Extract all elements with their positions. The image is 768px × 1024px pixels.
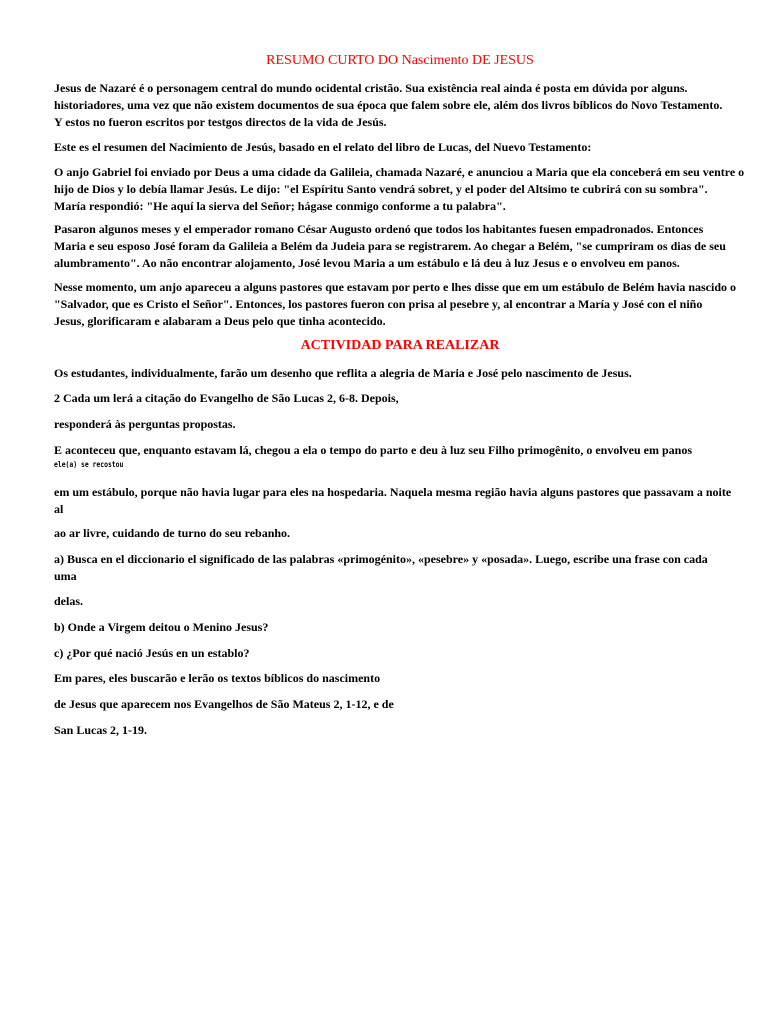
title-part-3: DE JESUS <box>468 53 534 68</box>
activity-heading: ACTIVIDAD PARA REALIZAR <box>300 338 500 353</box>
page-title <box>0 53 768 69</box>
activity-quote-note: ele(a) se recostou <box>54 460 124 469</box>
question-c: c) ¿Por qué nació Jesús en un establo? <box>54 646 250 660</box>
paragraph-summary-intro: Este es el resumen del Nacimiento de Jesús, basado en el relato del libro de Lucas, del Nuevo Testamento: <box>54 140 592 154</box>
paragraph-shepherds: Nesse momento, um anjo apareceu a alguns pastores que estavam por perto e lhes disse que em um estábulo de Belém havia nascido o "Salvador, que es Cristo el Señor". Entonces, los pastores fueron con prisa al pesebre y, al encontrar a María y José con el niño Jesus, glorificaram e alabaram a Deus pelo que tinha acontecido. <box>54 280 737 328</box>
pairs-instruction-line-2: de Jesus que aparecem nos Evangelhos de São Mateus 2, 1-12, e de <box>54 697 394 711</box>
question-a-continued: delas. <box>54 594 84 608</box>
activity-reading-instruction: 2 Cada um lerá a citação do Evangelho de São Lucas 2, 6-8. Depois, <box>54 391 399 405</box>
pairs-instruction-line-3: San Lucas 2, 1-19. <box>54 723 148 737</box>
paragraph-intro: Jesus de Nazaré é o personagem central do mundo ocidental cristão. Sua existência real ainda é posta em dúvida por alguns. historiadores, uma vez que não existem documentos de sua época que falem sobre ele, além dos livros bíblicos do Novo Testamento. Y estos no fueron escritos por testgos directos de la vida de Jesús. <box>54 81 723 129</box>
activity-quote-line-2: em um estábulo, porque não havia lugar para eles na hospedaria. Naquela mesma região havia alguns pastores que passavam a noite al <box>54 485 732 516</box>
activity-quote-line-1: E aconteceu que, enquanto estavam lá, chegou a ela o tempo do parto e deu à luz seu Filho primogênito, o envolveu em panos <box>54 443 692 457</box>
title-part-1: RESUMO CURTO DO <box>266 53 402 68</box>
activity-drawing: Os estudantes, individualmente, farão um desenho que reflita a alegria de Maria e José pelo nascimento de Jesus. <box>54 366 632 380</box>
activity-quote-line-3: ao ar livre, cuidando de turno do seu rebanho. <box>54 526 291 540</box>
activity-answer-instruction: responderá às perguntas propostas. <box>54 417 236 431</box>
pairs-instruction-line-1: Em pares, eles buscarão e lerão os textos bíblicos do nascimento <box>54 671 381 685</box>
paragraph-annunciation: O anjo Gabriel foi enviado por Deus a uma cidade da Galileia, chamada Nazaré, e anunciou a Maria que ela conceberá em seu ventre o hijo de Dios y lo debía llamar Jesús. Le dijo: "el Espíritu Santo vendrá sobret, y el poder del Altsimo te cubrirá con su sombra". María respondió: "He aquí la sierva del Señor; hágase conmigo conforme a tu palabra". <box>54 165 745 213</box>
question-a: a) Busca en el diccionario el significado de las palabras «primogénito», «pesebre» y «posada». Luego, escribe una frase con cada uma <box>54 552 708 583</box>
paragraph-census: Pasaron algunos meses y el emperador romano César Augusto ordenó que todos los habitantes fuesen empadronados. Entonces Maria e seu esposo José foram da Galileia a Belém da Judeia para se registrarem. Ao chegar a Belém, "se cumpriram os dias de seu alumbramento". Ao não encontrar alojamento, José levou Maria a um estábulo e lá deu à luz Jesus e o envolveu em panos. <box>54 222 726 270</box>
title-part-2: Nascimento <box>401 53 469 68</box>
question-b: b) Onde a Virgem deitou o Menino Jesus? <box>54 620 269 634</box>
